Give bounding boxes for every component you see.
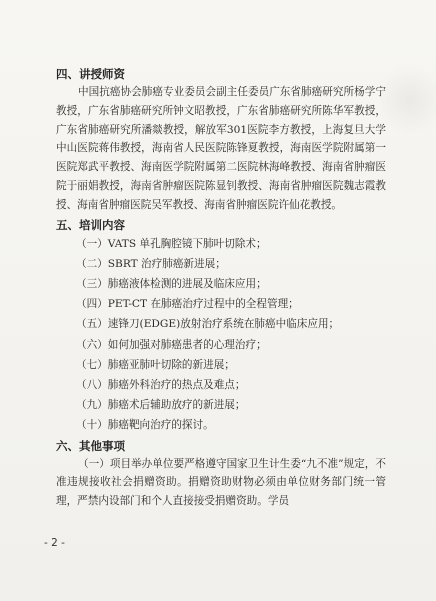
page-content	[56, 66, 386, 511]
list-item: （十）肺癌靶向治疗的探讨。	[76, 419, 214, 432]
list-item: （七）肺癌亚肺叶切除的新进展；	[76, 358, 235, 371]
section-4-heading: 四、讲授师资	[56, 67, 125, 81]
section-5-heading: 五、培训内容	[56, 217, 125, 232]
list-item: （二）SBRT 治疗肺癌新进展；	[76, 257, 226, 270]
list-item: （五）速锋刀(EDGE)放射治疗系统在肺癌中临床应用；	[76, 318, 340, 331]
section-6-body: （一）项目举办单位要严格遵守国家卫生计生委“九不准”规定，不准违规接收社会捐赠资助。捐赠资助财物必须由单位财务部门统一管理，严禁内设部门和个人直接接受捐赠资助。学员	[56, 457, 386, 508]
training-content-list	[56, 234, 386, 436]
list-item: （一）VATS 单孔胸腔镜下肺叶切除术；	[76, 237, 267, 250]
section-6-heading: 六、其他事项	[56, 438, 125, 453]
bleed-through-shadow	[380, 60, 436, 140]
list-item: （九）肺癌术后辅助放疗的新进展；	[76, 399, 246, 412]
list-item: （六）如何加强对肺癌患者的心理治疗；	[76, 338, 267, 351]
section-4-body: 中国抗癌协会肺癌专业委员会副主任委员广东省肺癌研究所杨学宁教授，广东省肺癌研究所钟文昭教授，广东省肺癌研究所陈华军教授，广东省肺癌研究所潘燚教授，解放军301医院李方教授，上海复旦大学中山医院蒋伟教授，海南省人民医院陈锋夏教授，海南医学院附属第一医院郑武平教授、海南医学院附属第二医院林海峰教授、海南省肿瘤医院于丽娟教授，海南省肿瘤医院陈显钊教授、海南省肿瘤医院魏志霞教授、海南省肿瘤医院吴军教授、海南省肿瘤医院许仙花教授。	[56, 86, 386, 211]
list-item: （四）PET-CT 在肺癌治疗过程中的全程管理；	[76, 298, 299, 311]
list-item: （八）肺癌外科治疗的热点及难点；	[76, 379, 246, 391]
list-item: （三）肺癌液体检测的进展及临床应用；	[76, 277, 267, 290]
page-number: - 2 -	[44, 537, 65, 549]
